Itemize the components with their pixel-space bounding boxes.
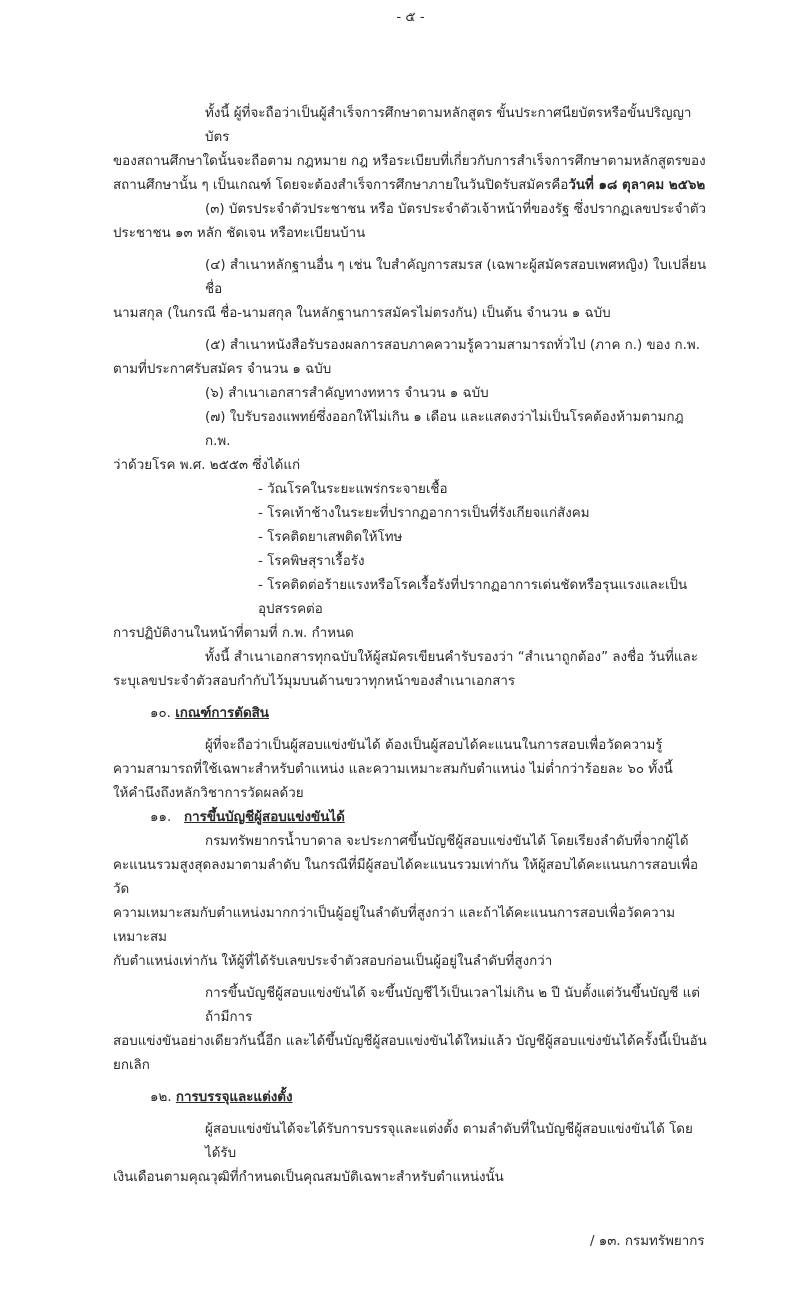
disease-item: - โรคติดต่อร้ายแรงหรือโรคเรื้อรังที่ปรากฏอาการเด่นชัดหรือรุนแรงและเป็นอุปสรรคต่อ xyxy=(258,578,688,617)
disease-item-cont: การปฏิบัติงานในหน้าที่ตามที่ ก.พ. กำหนด xyxy=(113,626,354,641)
section-11-line: ความเหมาะสมกับตำแหน่งมากกว่าเป็นผู้อยู่ในลำดับที่สูงกว่า และถ้าได้คะแนนการสอบเพื่อวัดความเหมาะสม xyxy=(113,906,676,945)
item-7-cont: ว่าด้วยโรค พ.ศ. ๒๕๕๓ ซึ่งได้แก่ xyxy=(113,458,301,473)
section-number: ๑๒. xyxy=(150,1090,172,1105)
item-5: (๕) สำเนาหนังสือรับรองผลการสอบภาคความรู้ความสามารถทั่วไป (ภาค ก.) ของ ก.พ. xyxy=(205,338,700,353)
item-4-cont: นามสกุล (ในกรณี ชื่อ-นามสกุล ในหลักฐานการสมัครไม่ตรงกัน) เป็นต้น จำนวน ๑ ฉบับ xyxy=(113,306,611,321)
section-11-line: สอบแข่งขันอย่างเดียวกันนี้อีก และได้ขึ้นบัญชีผู้สอบแข่งขันได้ใหม่แล้ว บัญชีผู้สอบแข่งขันได้ครั้งนี้เป็นอันยกเลิก xyxy=(113,1034,707,1073)
item-3-cont: ประชาชน ๑๓ หลัก ชัดเจน หรือทะเบียนบ้าน xyxy=(113,226,366,241)
section-11-line: คะแนนรวมสูงสุดลงมาตามลำดับ ในกรณีที่มีผู้สอบได้คะแนนรวมเท่ากัน ให้ผู้สอบได้คะแนนการสอบเพื่อวัด xyxy=(113,858,699,897)
section-number: ๑๐. xyxy=(150,706,171,721)
continuation-note: / ๑๓. กรมทรัพยากร xyxy=(590,1234,705,1249)
section-number: ๑๑. xyxy=(150,810,172,825)
paragraph-line xyxy=(113,174,708,198)
section-10-line: ความสามารถที่ใช้เฉพาะสำหรับตำแหน่ง และความเหมาะสมกับตำแหน่ง ไม่ต่ำกว่าร้อยละ ๖๐ ทั้งนี้ xyxy=(113,762,673,777)
paragraph-line: ของสถานศึกษาใดนั้นจะถือตาม กฎหมาย กฎ หรือระเบียบที่เกี่ยวกับการสำเร็จการศึกษาตามหลักสูตรของ xyxy=(113,154,706,169)
paragraph-text: สถานศึกษานั้น ๆ เป็นเกณฑ์ โดยจะต้องสำเร็จการศึกษาภายในวันปิดรับสมัครคือ xyxy=(113,178,569,193)
closing-date: วันที่ ๑๘ ตุลาคม ๒๕๖๒ xyxy=(568,178,706,193)
disease-item: - โรคพิษสุราเรื้อรัง xyxy=(258,554,365,569)
item-3: (๓) บัตรประจำตัวประชาชน หรือ บัตรประจำตัวเจ้าหน้าที่ของรัฐ ซึ่งปรากฏเลขประจำตัว xyxy=(205,202,707,217)
item-4: (๔) สำเนาหลักฐานอื่น ๆ เช่น ใบสำคัญการสมรส (เฉพาะผู้สมัครสอบเพศหญิง) ใบเปลี่ยนชื่อ xyxy=(205,258,707,297)
certify-line: ระบุเลขประจำตัวสอบกำกับไว้มุมบนด้านขวาทุกหน้าของสำเนาเอกสาร xyxy=(113,674,516,689)
section-10-heading xyxy=(113,702,708,726)
section-10-line: ให้คำนึงถึงหลักวิชาการวัดผลด้วย xyxy=(113,786,304,801)
section-12-line: เงินเดือนตามคุณวุฒิที่กำหนดเป็นคุณสมบัติเฉพาะสำหรับตำแหน่งนั้น xyxy=(113,1170,504,1185)
section-title: การขึ้นบัญชีผู้สอบแข่งขันได้ xyxy=(184,810,345,825)
section-10-line: ผู้ที่จะถือว่าเป็นผู้สอบแข่งขันได้ ต้องเป็นผู้สอบได้คะแนนในการสอบเพื่อวัดความรู้ xyxy=(205,738,663,753)
disease-item: - โรคติดยาเสพติดให้โทษ xyxy=(258,530,403,545)
item-5-cont: ตามที่ประกาศรับสมัคร จำนวน ๑ ฉบับ xyxy=(113,362,332,377)
disease-item: - โรคเท้าช้างในระยะที่ปรากฏอาการเป็นที่รังเกียจแก่สังคม xyxy=(258,506,590,521)
disease-item: - วัณโรคในระยะแพร่กระจายเชื้อ xyxy=(258,482,448,497)
page-number: - ๕ - xyxy=(396,10,425,25)
section-11-heading xyxy=(113,806,708,830)
item-6: (๖) สำเนาเอกสารสำคัญทางทหาร จำนวน ๑ ฉบับ xyxy=(205,386,489,401)
section-title: การบรรจุและแต่งตั้ง xyxy=(175,1090,293,1105)
section-11-line: กรมทรัพยากรน้ำบาดาล จะประกาศขึ้นบัญชีผู้สอบแข่งขันได้ โดยเรียงลำดับที่จากผู้ได้ xyxy=(205,834,689,849)
section-12-heading xyxy=(113,1086,708,1110)
paragraph-line: ทั้งนี้ ผู้ที่จะถือว่าเป็นผู้สำเร็จการศึกษาตามหลักสูตร ขั้นประกาศนียบัตรหรือขั้นปริญญาบัตร xyxy=(205,106,692,145)
section-12-line: ผู้สอบแข่งขันได้จะได้รับการบรรจุและแต่งตั้ง ตามลำดับที่ในบัญชีผู้สอบแข่งขันได้ โดยได้รับ xyxy=(205,1122,693,1161)
section-title: เกณฑ์การตัดสิน xyxy=(175,706,269,721)
section-11-line: การขึ้นบัญชีผู้สอบแข่งขันได้ จะขึ้นบัญชีไว้เป็นเวลาไม่เกิน ๒ ปี นับตั้งแต่วันขึ้นบัญชี แต่ถ้ามีการ xyxy=(205,986,700,1025)
item-7: (๗) ใบรับรองแพทย์ซึ่งออกให้ไม่เกิน ๑ เดือน และแสดงว่าไม่เป็นโรคต้องห้ามตามกฎ ก.พ. xyxy=(205,410,684,449)
section-11-line: กับตำแหน่งเท่ากัน ให้ผู้ที่ได้รับเลขประจำตัวสอบก่อนเป็นผู้อยู่ในลำดับที่สูงกว่า xyxy=(113,954,553,969)
certify-line: ทั้งนี้ สำเนาเอกสารทุกฉบับให้ผู้สมัครเขียนคำรับรองว่า “สำเนาถูกต้อง” ลงชื่อ วันที่และ xyxy=(205,650,698,665)
